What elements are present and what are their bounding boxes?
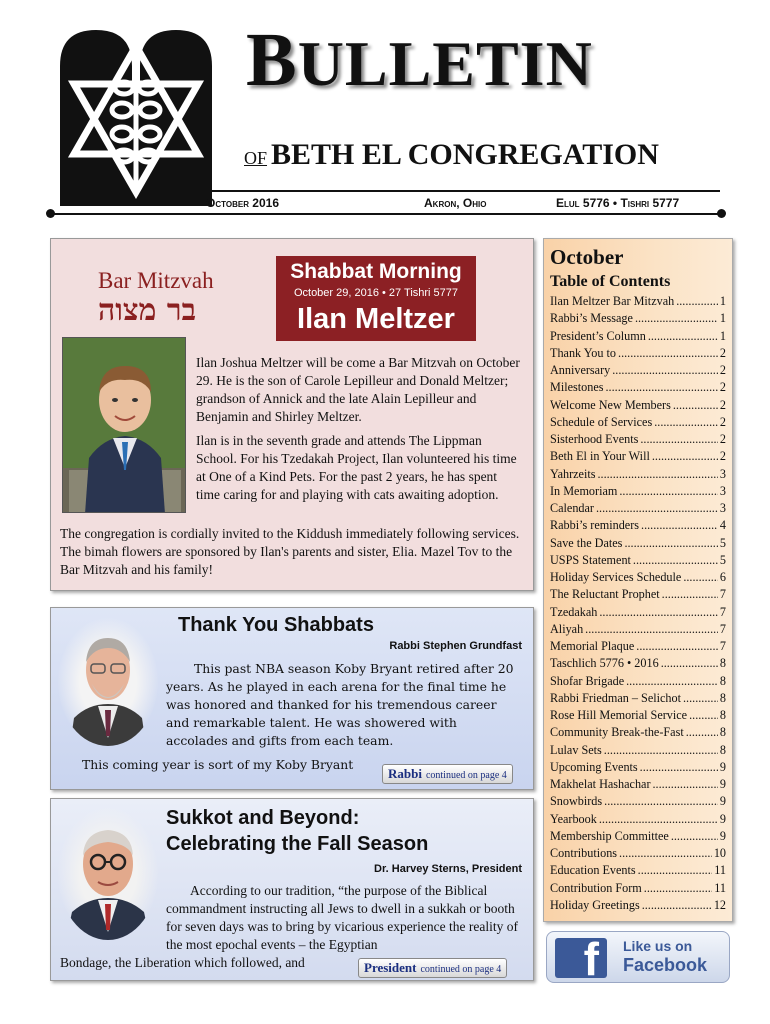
- toc-item[interactable]: [550, 345, 726, 362]
- toc-item-leader: [635, 310, 718, 327]
- toc-item-title: Contribution Form: [550, 880, 642, 895]
- ilan-photo: [62, 337, 186, 513]
- toc-item-leader: [597, 466, 717, 483]
- toc-item-title: Makhelat Hashachar: [550, 777, 651, 791]
- toc-item-leader: [638, 862, 713, 879]
- toc-item-page: 2: [719, 432, 726, 446]
- issue-date: October 2016: [206, 196, 279, 210]
- toc-item-title: Taschlich 5776 • 2016: [550, 656, 659, 671]
- toc-item-leader: [661, 655, 718, 672]
- toc-item-page: 3: [719, 501, 726, 515]
- toc-item[interactable]: [550, 638, 726, 655]
- toc-item-page: 7: [719, 639, 726, 653]
- sukkot-byline: Dr. Harvey Sterns, President: [374, 863, 522, 875]
- toc-item-page: 7: [719, 621, 726, 636]
- rabbi-photo: [58, 618, 158, 746]
- president-continued-button[interactable]: [358, 958, 507, 978]
- toc-item[interactable]: [550, 742, 726, 759]
- toc-item-leader: [606, 379, 718, 396]
- thank-you-title: Thank You Shabbats: [178, 614, 374, 636]
- toc-item[interactable]: [550, 759, 726, 776]
- toc-item[interactable]: [550, 811, 726, 828]
- toc-item-title: Rabbi Friedman – Selichot: [550, 690, 681, 705]
- toc-item-leader: [644, 880, 712, 897]
- toc-item-leader: [640, 759, 718, 776]
- toc-item-leader: [626, 673, 718, 690]
- toc-item-page: 8: [719, 708, 726, 722]
- toc-item-title: Welcome New Members: [550, 397, 671, 412]
- toc-item-page: 11: [714, 880, 726, 895]
- toc-item-leader: [585, 621, 718, 638]
- toc-item-title: Ilan Meltzer Bar Mitzvah: [550, 294, 675, 308]
- toc-item[interactable]: [550, 448, 726, 465]
- toc-item[interactable]: [550, 880, 726, 897]
- toc-item[interactable]: [550, 414, 726, 431]
- toc-item-leader: [671, 828, 718, 845]
- toc-item-page: 3: [719, 483, 726, 498]
- thank-you-text: This past NBA season Koby Bryant retired after 20 years. As he played in each arena for the final time he was honored and thanked for his tremendous career and remarkable talent. He was showered with accolades and gifts from each team.: [166, 661, 514, 748]
- thank-you-byline: Rabbi Stephen Grundfast: [389, 640, 522, 652]
- toc-item[interactable]: [550, 552, 726, 569]
- toc-item-title: Save the Dates: [550, 535, 623, 550]
- toc-item-title: Shofar Brigade: [550, 673, 625, 688]
- toc-item[interactable]: [550, 310, 726, 327]
- president-continued-text: continued on page 4: [420, 964, 502, 975]
- toc-item-leader: [633, 552, 718, 569]
- toc-item-leader: [641, 517, 718, 534]
- toc-item[interactable]: [550, 483, 726, 500]
- toc-item[interactable]: [550, 621, 726, 638]
- toc-item[interactable]: [550, 500, 726, 517]
- toc-item[interactable]: [550, 431, 726, 448]
- toc-item[interactable]: [550, 776, 726, 793]
- toc-item-leader: [640, 431, 718, 448]
- toc-list: [550, 293, 726, 914]
- toc-item-leader: [683, 569, 718, 586]
- toc-item-title: Sisterhood Events: [550, 432, 639, 446]
- toc-item-page: 2: [719, 414, 726, 429]
- toc-item-title: Calendar: [550, 501, 594, 515]
- toc-item-page: 8: [719, 656, 726, 671]
- toc-item-page: 8: [719, 742, 726, 757]
- toc-item-leader: [624, 535, 717, 552]
- toc-item-leader: [596, 500, 718, 517]
- toc-item[interactable]: [550, 655, 726, 672]
- toc-item[interactable]: [550, 828, 726, 845]
- toc-item-page: 9: [719, 811, 726, 826]
- sukkot-title: [166, 805, 428, 857]
- toc-item[interactable]: [550, 328, 726, 345]
- sukkot-text: According to our tradition, “the purpose of the Biblical commandment instructing all Jews to dwell in a sukkah or booth for seven days was to bring by vicarious experience the reality of the most epochal events – the Egyptian: [166, 883, 519, 952]
- toc-item[interactable]: [550, 793, 726, 810]
- toc-item-page: 5: [719, 552, 726, 567]
- toc-item-page: 11: [714, 863, 726, 878]
- toc-item-title: Memorial Plaque: [550, 639, 635, 653]
- toc-item-leader: [604, 742, 718, 759]
- issue-location: Akron, Ohio: [424, 196, 487, 210]
- toc-item-title: Schedule of Services: [550, 414, 653, 429]
- sukkot-title-line-1: Sukkot and Beyond:: [166, 807, 360, 829]
- toc-item[interactable]: [550, 897, 726, 914]
- toc-item-title: Community Break-the-Fast: [550, 725, 684, 740]
- toc-item-title: Aliyah: [550, 621, 584, 636]
- toc-item-page: 4: [719, 518, 726, 533]
- bulletin-title: BULLETIN: [246, 18, 593, 102]
- masthead-rule-top: [206, 190, 720, 192]
- toc-item-page: 6: [719, 570, 726, 584]
- toc-item-title: Milestones: [550, 380, 604, 395]
- facebook-icon: f: [555, 938, 607, 978]
- toc-item-leader: [636, 638, 718, 655]
- toc-item-leader: [604, 793, 718, 810]
- toc-item-page: 9: [719, 828, 726, 843]
- rule-dot-right: [717, 209, 726, 218]
- toc-item[interactable]: [550, 379, 726, 396]
- sukkot-title-line-2: Celebrating the Fall Season: [166, 833, 429, 855]
- toc-item-title: Holiday Services Schedule: [550, 570, 682, 584]
- toc-item-title: Contributions: [550, 846, 618, 860]
- toc-item-title: Rabbi’s Message: [550, 311, 633, 326]
- toc-item-title: Upcoming Events: [550, 759, 638, 774]
- toc-item[interactable]: [550, 690, 726, 707]
- toc-item-page: 7: [719, 604, 726, 619]
- rule-dot-left: [46, 209, 55, 218]
- toc-item-page: 8: [719, 673, 726, 688]
- toc-item-leader: [654, 414, 718, 431]
- toc-item-leader: [686, 724, 718, 741]
- toc-item[interactable]: [550, 362, 726, 379]
- bar-mitzvah-text: [196, 354, 522, 510]
- toc-item-page: 2: [719, 449, 726, 464]
- toc-item[interactable]: [550, 845, 726, 862]
- bar-mitzvah-hebrew: בר מצוה: [98, 293, 197, 328]
- sukkot-text-continued: Bondage, the Liberation which followed, and: [60, 955, 305, 970]
- toc-item-leader: [652, 448, 718, 465]
- toc-item-leader: [619, 845, 712, 862]
- toc-item-page: 1: [719, 294, 726, 308]
- bar-mitzvah-para-1: Ilan Joshua Meltzer will be come a Bar Mitzvah on October 29. He is the son of Carole Lepilleur and Donald Meltzer; grandson of Annick and the late Alain Lepilleur and Benjamin and Shirley Meltzer.: [196, 355, 520, 424]
- toc-item-leader: [619, 483, 718, 500]
- toc-item-page: 9: [719, 759, 726, 774]
- toc-item[interactable]: [550, 397, 726, 414]
- toc-item-page: 7: [719, 587, 726, 602]
- toc-item-page: 2: [719, 397, 726, 412]
- facebook-line-2: Facebook: [623, 955, 708, 975]
- rabbi-continued-button[interactable]: [382, 764, 513, 784]
- event-date: October 29, 2016 • 27 Tishri 5777: [293, 287, 459, 299]
- toc-item-leader: [662, 586, 718, 603]
- toc-item-page: 2: [719, 363, 726, 377]
- president-continued-label: President: [364, 960, 417, 975]
- event-title: Shabbat Morning: [290, 260, 462, 283]
- toc-item-title: USPS Statement: [550, 552, 631, 567]
- toc-item[interactable]: [550, 569, 726, 586]
- toc-item-leader: [599, 811, 718, 828]
- toc-item[interactable]: [550, 586, 726, 603]
- president-photo: [58, 808, 158, 940]
- toc-item-title: Thank You to: [550, 345, 617, 360]
- toc-item[interactable]: [550, 673, 726, 690]
- toc-month: October: [550, 245, 624, 269]
- toc-item-title: Beth El in Your Will: [550, 449, 650, 464]
- beth-el-logo: [56, 26, 216, 212]
- toc-item-leader: [673, 397, 718, 414]
- toc-item[interactable]: [550, 862, 726, 879]
- thank-you-text-continued: This coming year is sort of my Koby Bryant: [82, 757, 354, 772]
- masthead-rule-bottom: [52, 213, 720, 215]
- subtitle-of: OF: [244, 148, 268, 168]
- toc-heading: Table of Contents: [550, 273, 671, 290]
- toc-item-title: Holiday Greetings: [550, 897, 640, 912]
- toc-item-leader: [676, 293, 718, 310]
- toc-item-title: President’s Column: [550, 328, 646, 343]
- congregation-name: OF BETH EL CONGREGATION: [244, 138, 659, 171]
- toc-item[interactable]: [550, 724, 726, 741]
- toc-item-page: 12: [713, 897, 726, 912]
- toc-item-page: 8: [719, 690, 726, 705]
- toc-item-leader: [642, 897, 712, 914]
- toc-item-title: Anniversary: [550, 363, 611, 377]
- shabbat-morning-banner: [276, 256, 476, 341]
- toc-item[interactable]: [550, 604, 726, 621]
- toc-item-title: Yearbook: [550, 811, 597, 826]
- toc-item-page: 8: [719, 725, 726, 740]
- toc-item-leader: [599, 604, 718, 621]
- toc-item-title: Tzedakah: [550, 604, 598, 619]
- bar-mitzvah-label: Bar Mitzvah: [98, 268, 214, 293]
- toc-item[interactable]: [550, 707, 726, 724]
- toc-item-leader: [618, 345, 718, 362]
- toc-item-leader: [612, 362, 718, 379]
- hebrew-months: Elul 5776 • Tishri 5777: [556, 196, 680, 210]
- toc-item[interactable]: [550, 517, 726, 534]
- toc-item-page: 1: [719, 328, 726, 343]
- bar-mitzvah-para-2: Ilan is in the seventh grade and attends The Lippman School. For his Tzedakah Project, Ilan volunteered his time at One of a Kind Pets. For the past 2 years, he has spent time caring for and playing with cats awaiting adoption.: [196, 433, 517, 502]
- rabbi-continued-label: Rabbi: [388, 766, 422, 781]
- toc-item-title: Rabbi’s reminders: [550, 518, 640, 533]
- toc-item-leader: [683, 690, 718, 707]
- facebook-like-button[interactable]: [546, 931, 730, 983]
- toc-item-title: In Memoriam: [550, 483, 618, 498]
- toc-item-title: Education Events: [550, 863, 636, 878]
- toc-item-leader: [653, 776, 718, 793]
- toc-item-title: Lulav Sets: [550, 742, 602, 757]
- toc-item-page: 1: [719, 311, 726, 326]
- rabbi-continued-text: continued on page 4: [425, 770, 507, 781]
- toc-item-page: 9: [719, 794, 726, 809]
- toc-item-page: 2: [719, 380, 726, 395]
- toc-item[interactable]: [550, 535, 726, 552]
- toc-item-title: Snowbirds: [550, 794, 603, 809]
- toc-item-title: The Reluctant Prophet: [550, 587, 660, 602]
- toc-item-title: Membership Committee: [550, 828, 669, 843]
- toc-item-leader: [689, 707, 718, 724]
- toc-item[interactable]: [550, 293, 726, 310]
- bar-mitzvah-name: Ilan Meltzer: [297, 303, 455, 335]
- bar-mitzvah-invite: The congregation is cordially invited to the Kiddush immediately following services. The bimah flowers are sponsored by Ilan's parents and sister, Elia. Mazel Tov to the Bar Mitzvah and his family!: [60, 526, 520, 577]
- toc-item-page: 2: [719, 345, 726, 360]
- toc-item-page: 5: [719, 535, 726, 550]
- toc-item-leader: [648, 328, 718, 345]
- facebook-line-1: Like us on: [623, 938, 693, 954]
- toc-item-page: 9: [719, 777, 726, 791]
- toc-item-title: Rose Hill Memorial Service: [550, 708, 688, 722]
- toc-item[interactable]: [550, 466, 726, 483]
- toc-item-title: Yahrzeits: [550, 466, 596, 481]
- toc-item-page: 10: [713, 846, 726, 860]
- toc-item-page: 3: [719, 466, 726, 481]
